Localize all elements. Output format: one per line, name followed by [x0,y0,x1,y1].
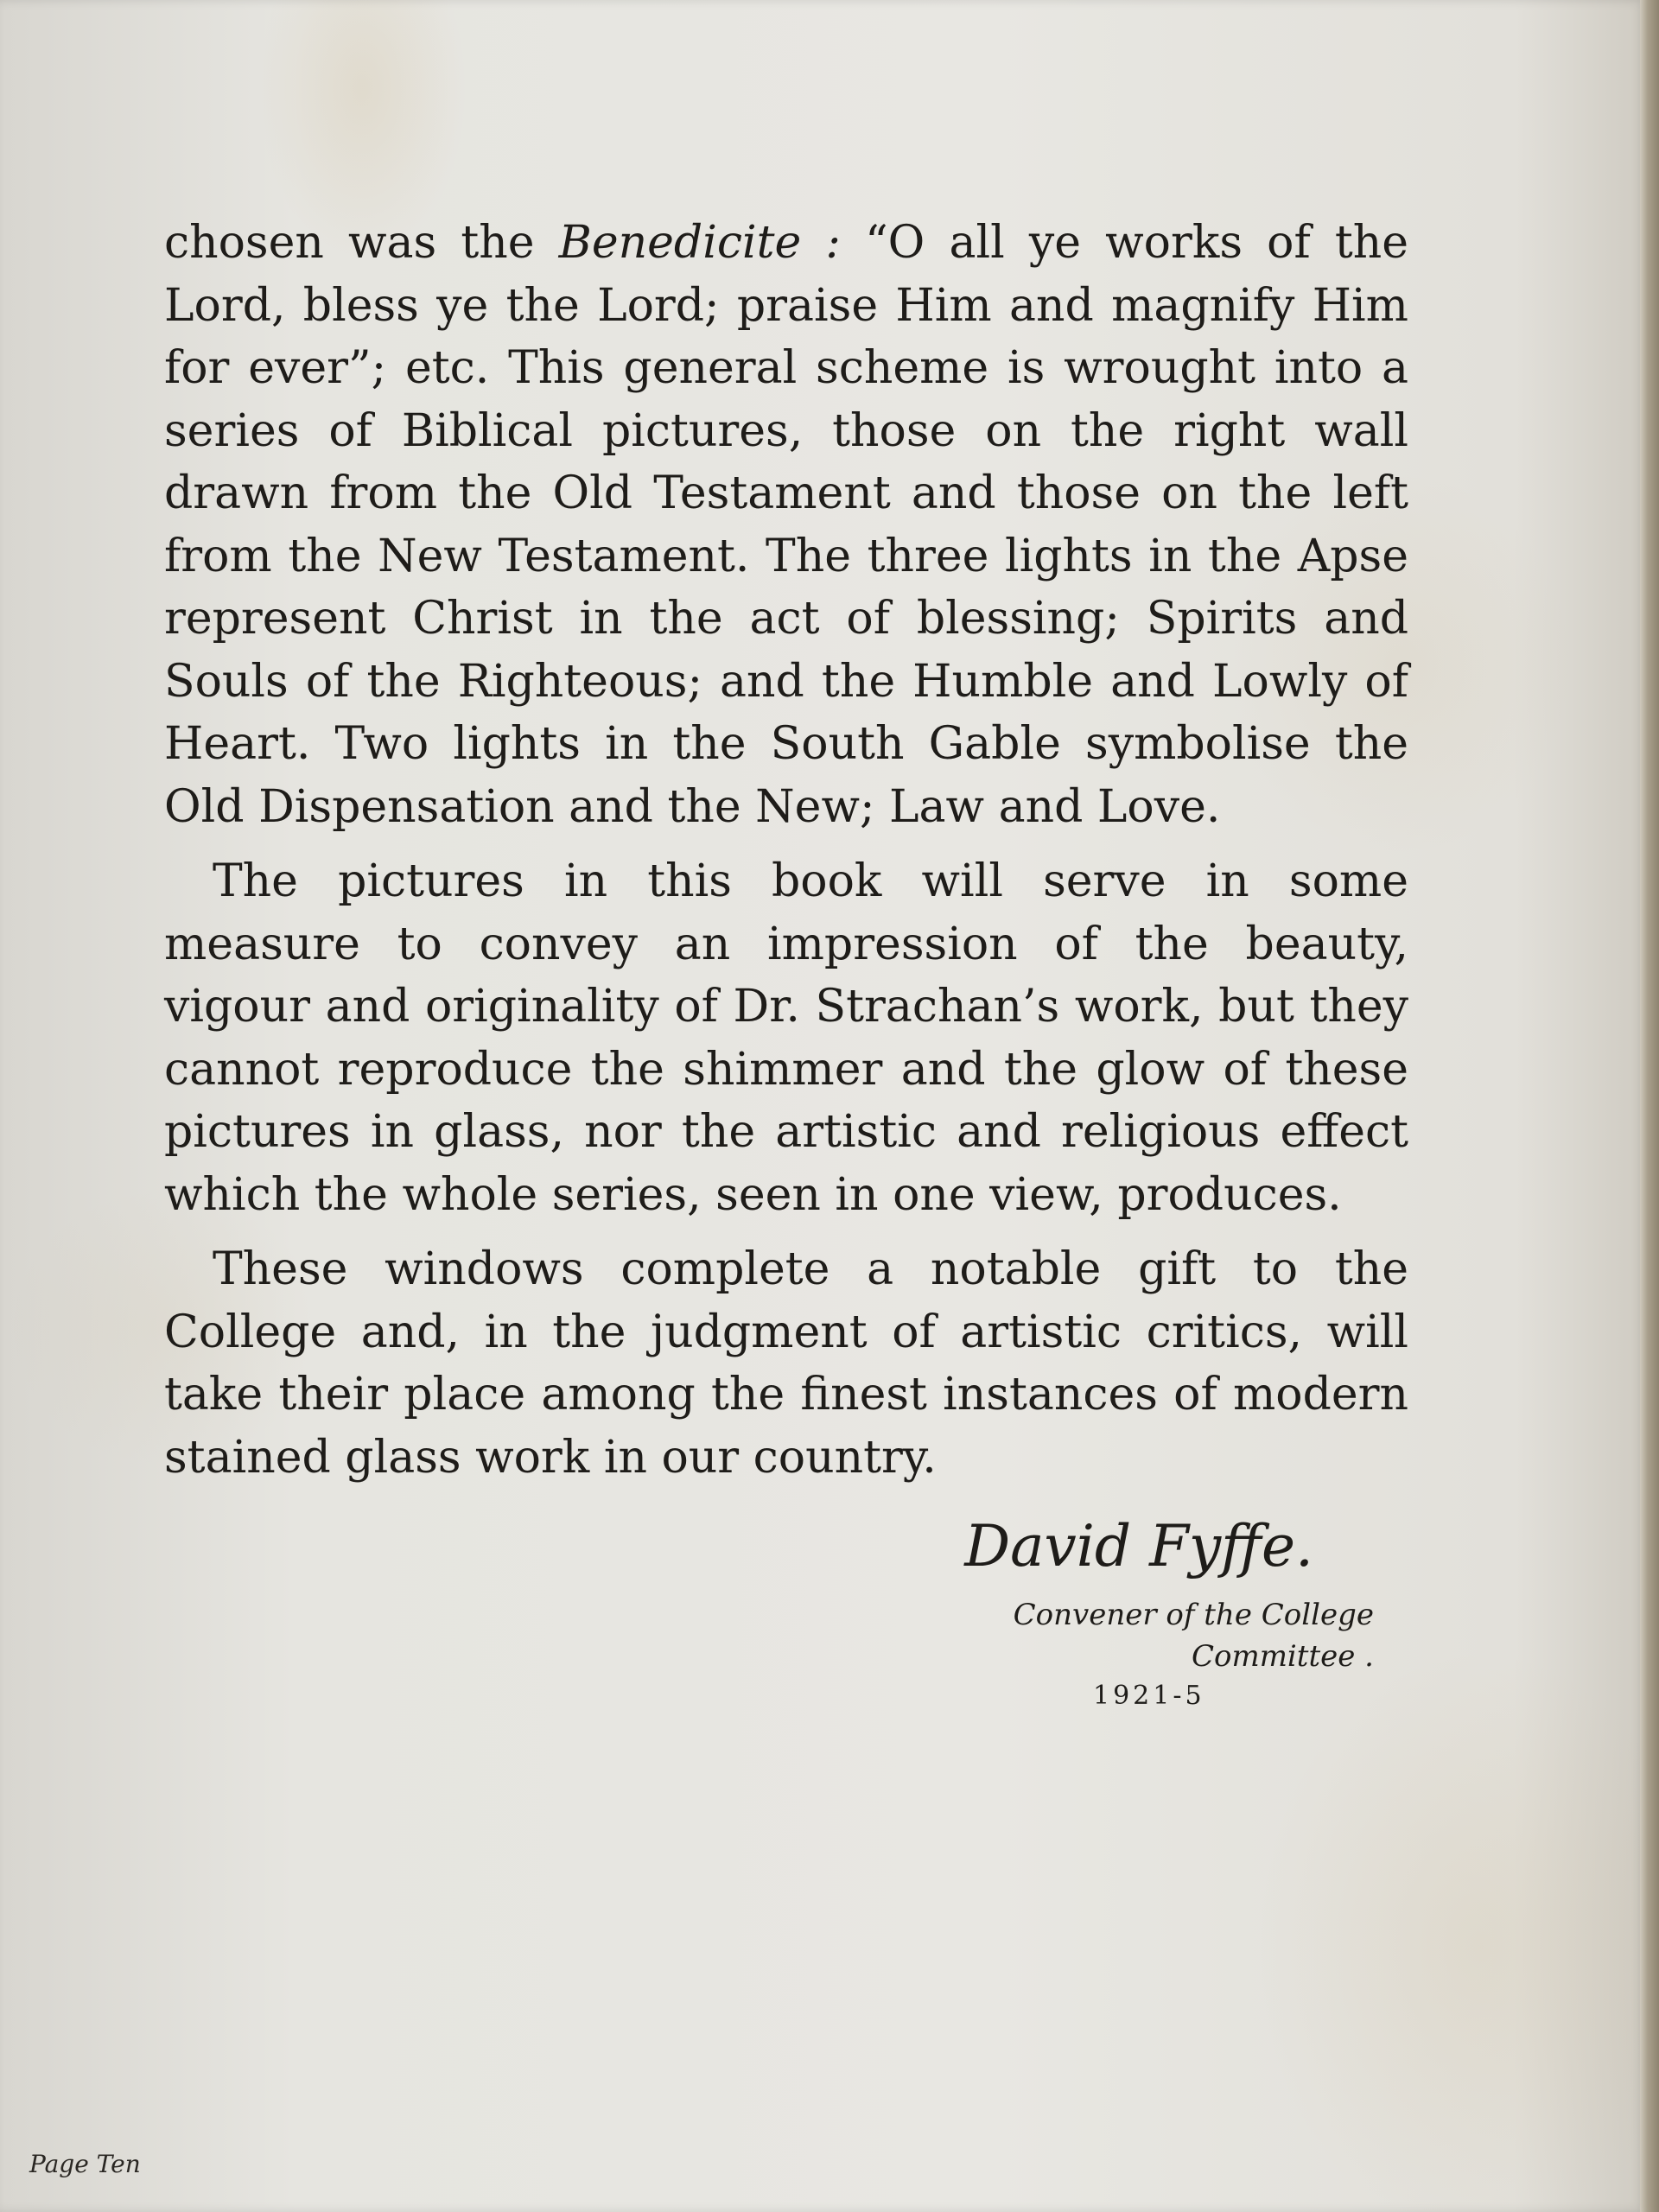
page-edge [1640,0,1659,2212]
paragraph-1-lead: chosen was the [164,217,559,269]
signature-name: David Fyffe. [964,1513,1313,1580]
signature-block [847,1508,1400,1715]
paragraph-1 [164,212,1408,838]
benedicite-emphasis: Benedicite : [558,217,841,269]
paragraph-1-rest: “O all ye works of the Lord, bless ye the Lord; praise Him and magnify Him for ever”; etc. This general scheme is wrought into a series of Biblical pictures, those on the right wall drawn from the Old Testament and those on the left from the New Testament. The three lights in the Apse represent Christ in the act of blessing; Spirits and Souls of the Righteous; and the Humble and Lowly of Heart. Two lights in the South Gable symbolise the Old Dispensation and the New; Law and Love. [164,217,1409,833]
page-number: Page Ten [29,2150,141,2178]
paragraph-2: The pictures in this book will serve in some measure to convey an impression of the beauty, vigour and originality of Dr. Strachan’s work, but they cannot reproduce the shimmer and the glow of these pictures in glass, nor the artistic and religious effect which the whole series, seen in one view, produces. [164,855,1408,1221]
paragraph-3: These windows complete a notable gift to the College and, in the judgment of artistic critics, will take their place among the finest instances of modern stained glass work in our country. [164,1243,1408,1484]
signature-title: Convener of the College Committee . [1013,1598,1374,1674]
body-text [164,212,1408,1489]
signature-years: 1921-5 [1093,1681,1205,1711]
